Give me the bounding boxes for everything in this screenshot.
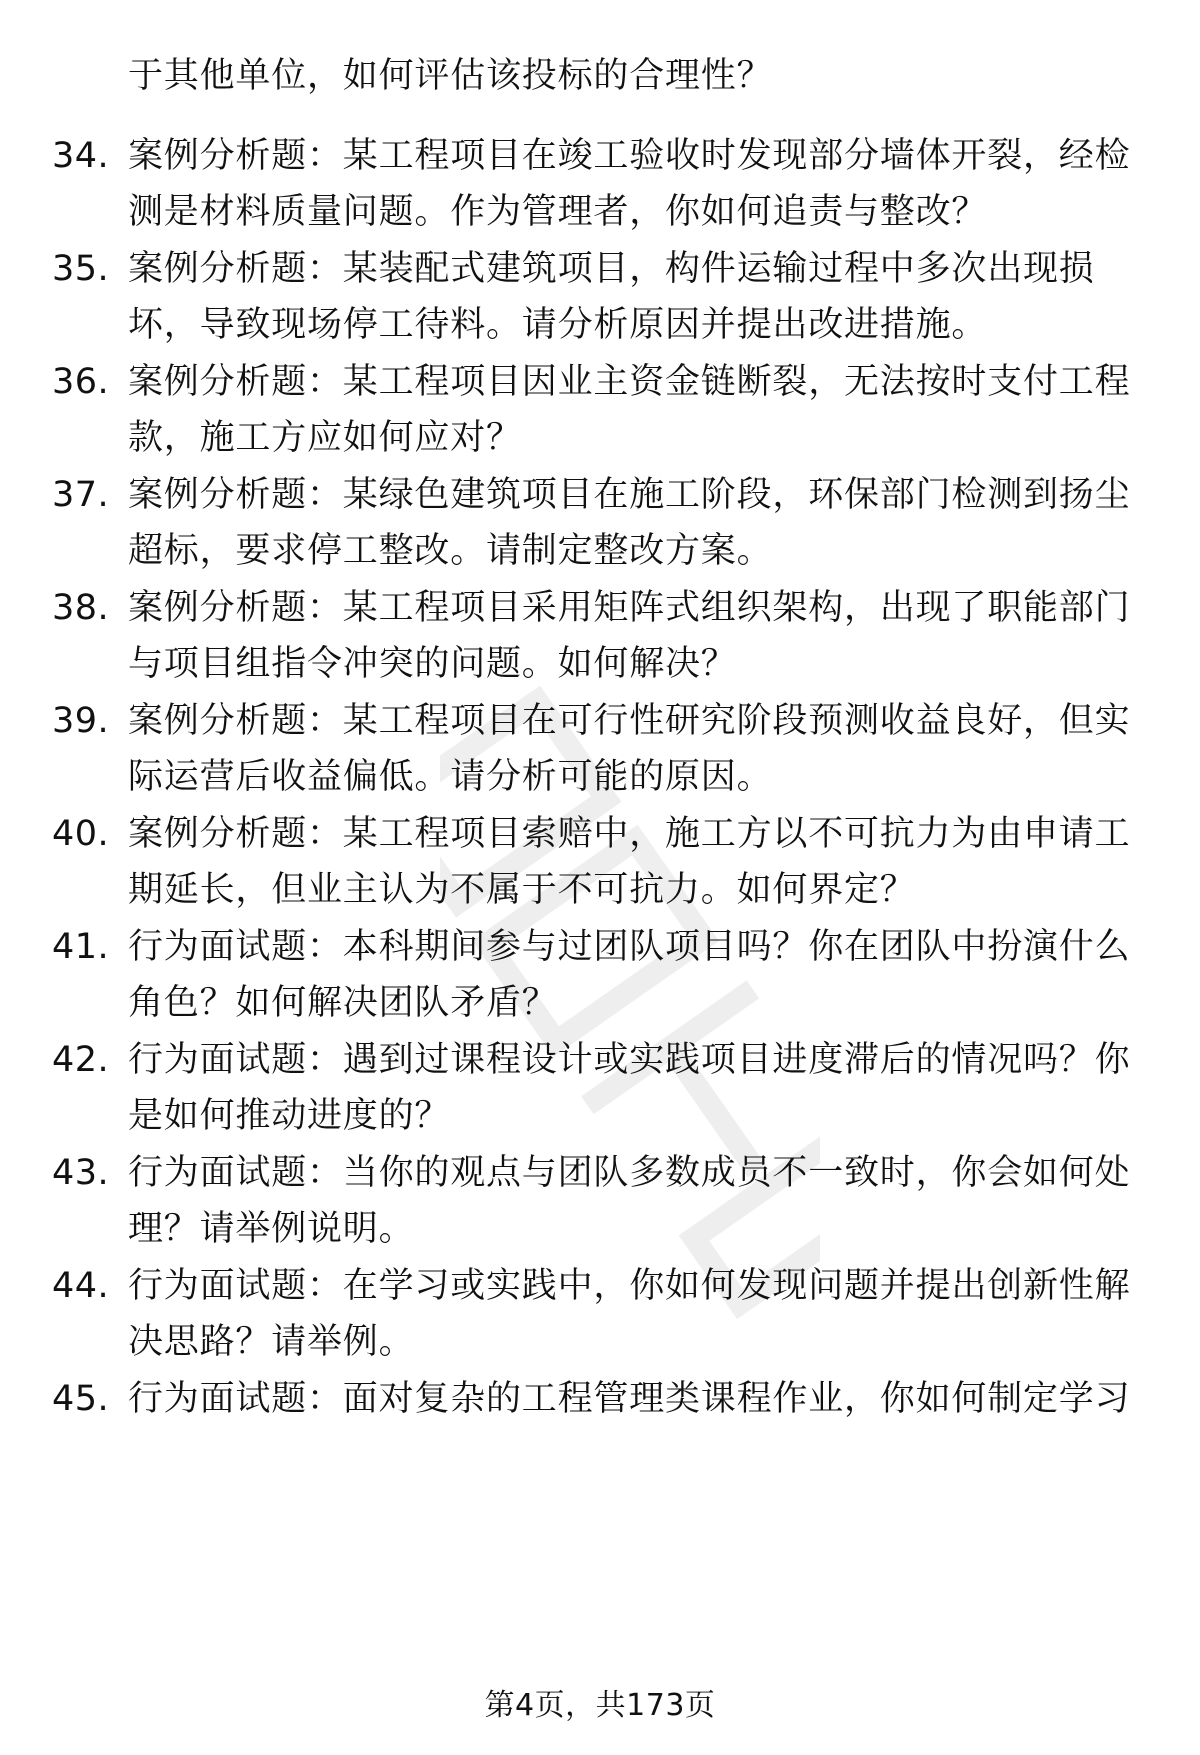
question-text-line: 测是材料质量问题。作为管理者，你如何追责与整改？ xyxy=(128,192,988,232)
question-text-line: 案例分析题：某工程项目采用矩阵式组织架构，出现了职能部门 xyxy=(128,588,1131,628)
question-text-line: 坏，导致现场停工待料。请分析原因并提出改进措施。 xyxy=(128,305,988,345)
question-text-line: 案例分析题：某工程项目因业主资金链断裂，无法按时支付工程 xyxy=(128,362,1131,402)
question-text-line: 案例分析题：某工程项目在可行性研究阶段预测收益良好，但实 xyxy=(128,701,1131,741)
page-number: 第4页，共173页 xyxy=(484,1688,716,1723)
question-text-line: 与项目组指令冲突的问题。如何解决？ xyxy=(128,644,737,684)
question-number: 36. xyxy=(52,362,110,402)
question-text-line: 案例分析题：某工程项目索赔中，施工方以不可抗力为由申请工 xyxy=(128,814,1131,854)
question-number: 42. xyxy=(52,1040,110,1080)
question-text-line: 案例分析题：某绿色建筑项目在施工阶段，环保部门检测到扬尘 xyxy=(128,475,1131,515)
question-number: 37. xyxy=(52,475,110,515)
question-text-line: 超标，要求停工整改。请制定整改方案。 xyxy=(128,531,773,571)
question-text-line: 行为面试题：本科期间参与过团队项目吗？你在团队中扮演什么 xyxy=(128,927,1131,967)
question-text-line: 理？请举例说明。 xyxy=(128,1209,415,1249)
question-text-line: 款，施工方应如何应对？ xyxy=(128,418,522,458)
question-text-line: 案例分析题：某工程项目在竣工验收时发现部分墙体开裂，经检 xyxy=(128,136,1131,176)
question-number: 38. xyxy=(52,588,110,628)
question-number: 41. xyxy=(52,927,110,967)
question-text-line: 角色？如何解决团队矛盾？ xyxy=(128,983,558,1023)
question-text-line: 行为面试题：当你的观点与团队多数成员不一致时，你会如何处 xyxy=(128,1153,1131,1193)
question-text-line: 期延长，但业主认为不属于不可抗力。如何界定？ xyxy=(128,870,916,910)
question-text-line: 是如何推动进度的？ xyxy=(128,1096,451,1136)
question-text-line: 案例分析题：某装配式建筑项目，构件运输过程中多次出现损 xyxy=(128,249,1095,289)
question-text-line: 行为面试题：面对复杂的工程管理类课程作业，你如何制定学习 xyxy=(128,1379,1131,1419)
question-text-line: 行为面试题：在学习或实践中，你如何发现问题并提出创新性解 xyxy=(128,1266,1131,1306)
question-number: 45. xyxy=(52,1379,110,1419)
question-number: 43. xyxy=(52,1153,110,1193)
question-number: 35. xyxy=(52,249,110,289)
question-text-line: 际运营后收益偏低。请分析可能的原因。 xyxy=(128,757,773,797)
question-number: 40. xyxy=(52,814,110,854)
question-number: 44. xyxy=(52,1266,110,1306)
question-number: 39. xyxy=(52,701,110,741)
continuation-line: 于其他单位，如何评估该投标的合理性？ xyxy=(128,56,773,96)
question-number: 34. xyxy=(52,136,110,176)
question-text-line: 决思路？请举例。 xyxy=(128,1322,415,1362)
question-text-line: 行为面试题：遇到过课程设计或实践项目进度滞后的情况吗？你 xyxy=(128,1040,1131,1080)
